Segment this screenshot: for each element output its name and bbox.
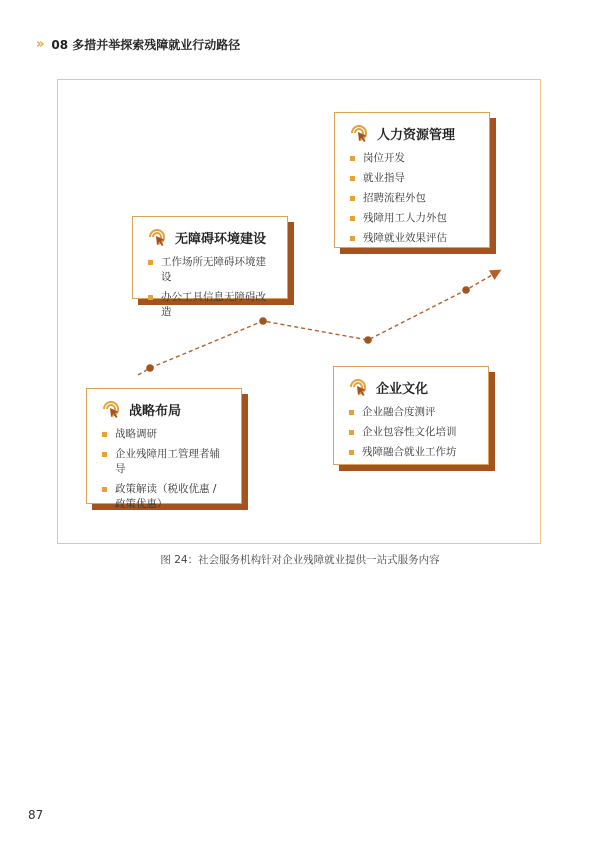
list-item: 残障用工人力外包 xyxy=(349,211,477,226)
cursor-click-icon xyxy=(147,227,167,247)
figure-caption: 图 24：社会服务机构针对企业残障就业提供一站式服务内容 xyxy=(160,554,440,566)
list-item: 招聘流程外包 xyxy=(349,191,477,206)
cursor-click-icon xyxy=(101,399,121,419)
card-list xyxy=(348,405,476,460)
list-item: 残障就业效果评估 xyxy=(349,231,477,246)
card-list xyxy=(147,255,275,320)
card-strategy xyxy=(86,388,242,510)
card-title: 无障碍环境建设 xyxy=(175,231,267,247)
list-item: 就业指导 xyxy=(349,171,477,186)
card-title: 企业文化 xyxy=(376,381,429,397)
section-header xyxy=(36,36,240,53)
list-item: 政策解读（税收优惠 / 政策优惠） xyxy=(101,482,229,512)
card-title: 人力资源管理 xyxy=(377,127,456,143)
chevron-icon: » xyxy=(36,37,42,52)
section-title: 08 多措并举探索残障就业行动路径 xyxy=(51,38,241,52)
list-item: 企业包容性文化培训 xyxy=(348,425,476,440)
card-title: 战略布局 xyxy=(129,403,182,419)
list-item: 岗位开发 xyxy=(349,151,477,166)
cursor-click-icon xyxy=(349,123,369,143)
list-item: 残障融合就业工作坊 xyxy=(348,445,476,460)
list-item: 企业残障用工管理者辅导 xyxy=(101,447,229,477)
card-list xyxy=(349,151,477,246)
card-culture xyxy=(333,366,489,465)
card-list xyxy=(101,427,229,512)
card-accessibility xyxy=(132,216,288,318)
cursor-click-icon xyxy=(348,377,368,397)
list-item: 战略调研 xyxy=(101,427,229,442)
list-item: 办公工具信息无障碍改造 xyxy=(147,290,275,320)
card-hr-management xyxy=(334,112,490,248)
list-item: 企业融合度测评 xyxy=(348,405,476,420)
list-item: 工作场所无障碍环境建设 xyxy=(147,255,275,285)
page-number: 87 xyxy=(28,808,44,822)
